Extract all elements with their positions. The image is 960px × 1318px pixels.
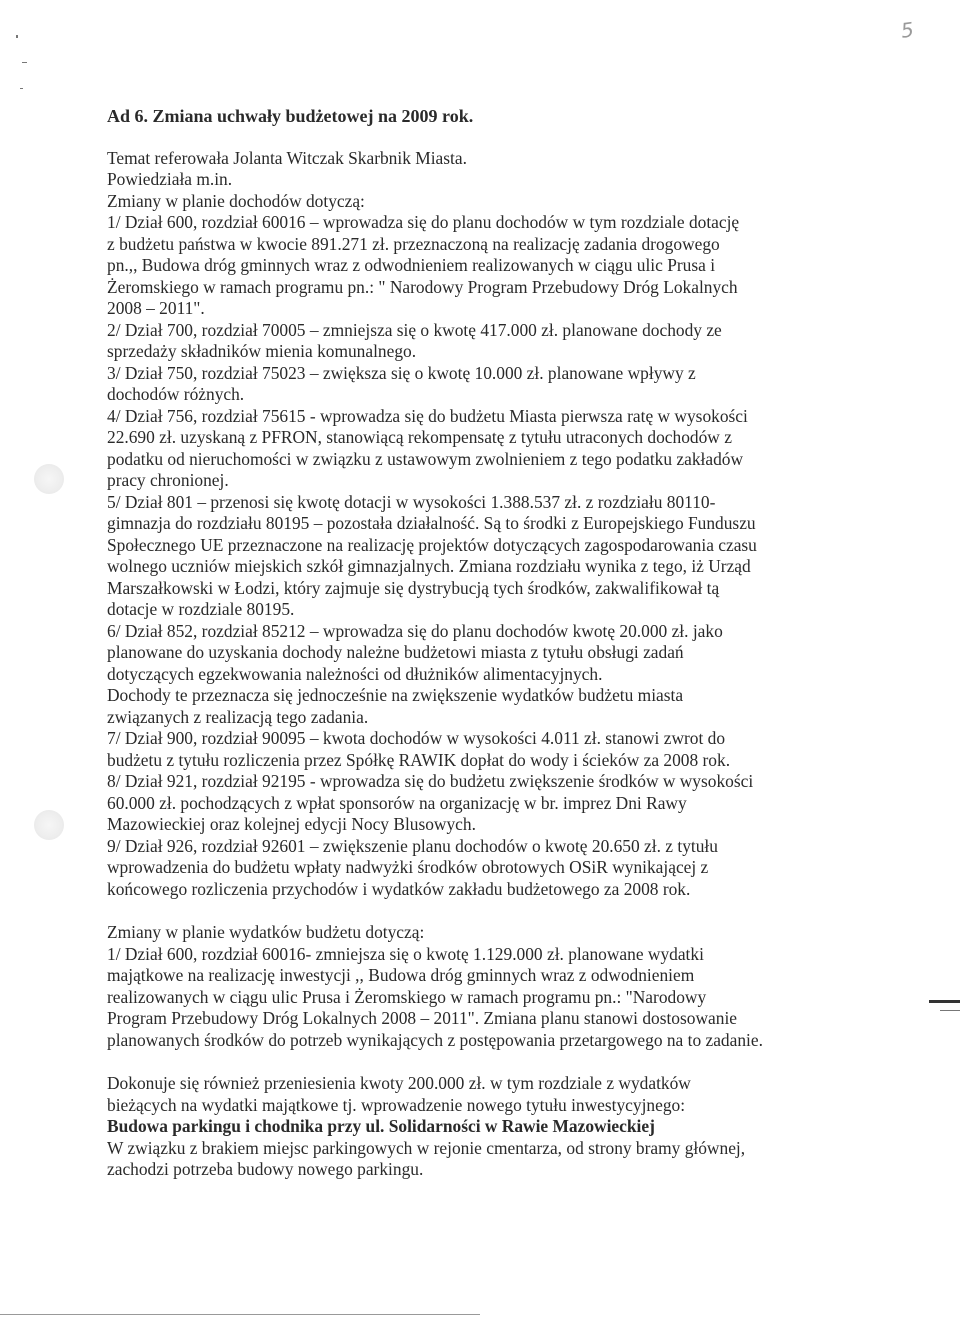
scan-mark [929,1000,960,1003]
punch-hole-bottom [34,810,64,840]
text-line: W związku z brakiem miejsc parkingowych w rejonie cmentarza, od strony bramy głównej, [107,1137,746,1158]
text-line: majątkowe na realizację inwestycji ,, Budowa dróg gminnych wraz z odwodnieniem [107,965,695,985]
text-line: końcowego rozliczenia przychodów i wydatków zakładu budżetowego za 2008 rok. [107,878,691,899]
expense-changes-section [107,922,827,1051]
text-line: Zmiany w planie dochodów dotyczą: [107,190,365,211]
text-line: budżetu z tytułu rozliczenia przez Spółkę RAWIK dopłat do wody i ścieków za 2008 rok. [107,749,731,770]
text-line: Marszałkowski w Łodzi, który zajmuje się dystrybucją tych środków, zakwalifikował tą [107,577,720,598]
text-line: pn.,, Budowa dróg gminnych wraz z odwodnieniem realizowanych w ciągu ulic Prusa i [107,255,716,275]
transfer-justification [107,1138,827,1181]
text-line: 2/ Dział 700, rozdział 70005 – zmniejsza się o kwotę 417.000 zł. planowane dochody ze [107,319,722,340]
text-line: 5/ Dział 801 – przenosi się kwotę dotacji w wysokości 1.388.537 zł. z rozdziału 80110- [107,491,716,512]
punch-hole-top [34,464,64,494]
text-line: sprzedaży składników mienia komunalnego. [107,341,417,361]
text-line: związanych z realizacją tego zadania. [107,706,369,727]
text-line: Temat referowała Jolanta Witczak Skarbnik Miasta. [107,147,467,168]
text-line: wprowadzenia do budżetu wpłaty nadwyżki środków obrotowych OSiR wynikającej z [107,857,709,877]
text-line: Dokonuje się również przeniesienia kwoty 200.000 zł. w tym rozdziale z wydatków [107,1073,691,1093]
scan-mark [22,62,27,63]
scan-mark [16,35,18,38]
text-line: 1/ Dział 600, rozdział 60016- zmniejsza się o kwotę 1.129.000 zł. planowane wydatki [107,943,704,964]
text-line: Program Przebudowy Dróg Lokalnych 2008 – 2011". Zmiana planu stanowi dostosowanie [107,1008,737,1028]
text-line: Społecznego UE przeznaczone na realizację projektów dotyczących zagospodarowania czasu [107,534,757,555]
text-line: dochodów różnych. [107,384,245,404]
text-line: 3/ Dział 750, rozdział 75023 – zwiększa się o kwotę 10.000 zł. planowane wpływy z [107,362,696,383]
text-line: realizowanych w ciągu ulic Prusa i Żeromskiego w ramach programu pn.: "Narodowy [107,986,707,1007]
text-line: z budżetu państwa w kwocie 891.271 zł. przeznaczoną na realizację zadania drogowego [107,233,720,254]
text-line: 2008 – 2011". [107,298,205,318]
text-line: gimnazja do rozdziału 80195 – pozostała działalność. Są to środki z Europejskiego Funduszu [107,513,756,533]
transfer-section [107,1073,827,1116]
text-line: 1/ Dział 600, rozdział 60016 – wprowadza się do planu dochodów w tym rozdziale dotację [107,212,740,232]
scan-mark [20,88,23,89]
text-line: 9/ Dział 926, rozdział 92601 – zwiększenie planu dochodów o kwotę 20.650 zł. z tytułu [107,835,718,856]
text-line: dotyczących egzekwowania należności od dłużników alimentacyjnych. [107,663,603,684]
income-changes-section [107,148,827,901]
text-line: podatku od nieruchomości w związku z ustawowym zwolnieniem z tego podatku zakładów [107,448,744,469]
text-line: planowane do uzyskania dochody należne budżetowi miasta z tytułu obsługi zadań [107,642,684,662]
text-line: 6/ Dział 852, rozdział 85212 – wprowadza się do planu dochodów kwotę 20.000 zł. jako [107,620,723,641]
text-line: zachodzi potrzeba budowy nowego parkingu. [107,1159,424,1179]
text-line: Zmiany w planie wydatków budżetu dotyczą: [107,922,425,942]
text-line: 8/ Dział 921, rozdział 92195 - wprowadza się do budżetu zwiększenie środków w wysokości [107,771,754,791]
text-line: 60.000 zł. pochodzących z wpłat sponsorów na organizację w br. imprez Dni Rawy [107,792,687,813]
page-number: 5 [899,17,916,43]
text-line: dotacje w rozdziale 80195. [107,599,295,619]
text-line: bieżących na wydatki majątkowe tj. wprowadzenie nowego tytułu inwestycyjnego: [107,1094,686,1115]
text-line: wolnego uczniów miejskich szkół gimnazjalnych. Zmiana rozdziału wynika z tego, iż Urząd [107,556,751,576]
text-line: planowanych środków do potrzeb wynikających z postępowania przetargowego na to zadanie. [107,1029,763,1050]
text-line: Mazowieckiej oraz kolejnej edycji Nocy Blusowych. [107,814,476,834]
scan-mark [940,1010,960,1011]
text-line: 4/ Dział 756, rozdział 75615 - wprowadza się do budżetu Miasta pierwsza ratę w wysokości [107,405,748,426]
document-body [107,106,827,1181]
section-title: Ad 6. Zmiana uchwały budżetowej na 2009 rok. [107,106,474,126]
investment-title: Budowa parkingu i chodnika przy ul. Solidarności w Rawie Mazowieckiej [107,1116,655,1136]
text-line: Żeromskiego w ramach programu pn.: " Narodowy Program Przebudowy Dróg Lokalnych [107,276,738,297]
text-line: 7/ Dział 900, rozdział 90095 – kwota dochodów w wysokości 4.011 zł. stanowi zwrot do [107,728,726,748]
text-line: pracy chronionej. [107,470,229,490]
scan-mark [0,1314,480,1315]
text-line: Powiedziała m.in. [107,169,233,189]
text-line: 22.690 zł. uzyskaną z PFRON, stanowiącą rekompensatę z tytułu utraconych dochodów z [107,427,732,447]
text-line: Dochody te przeznacza się jednocześnie na zwiększenie wydatków budżetu miasta [107,685,684,705]
